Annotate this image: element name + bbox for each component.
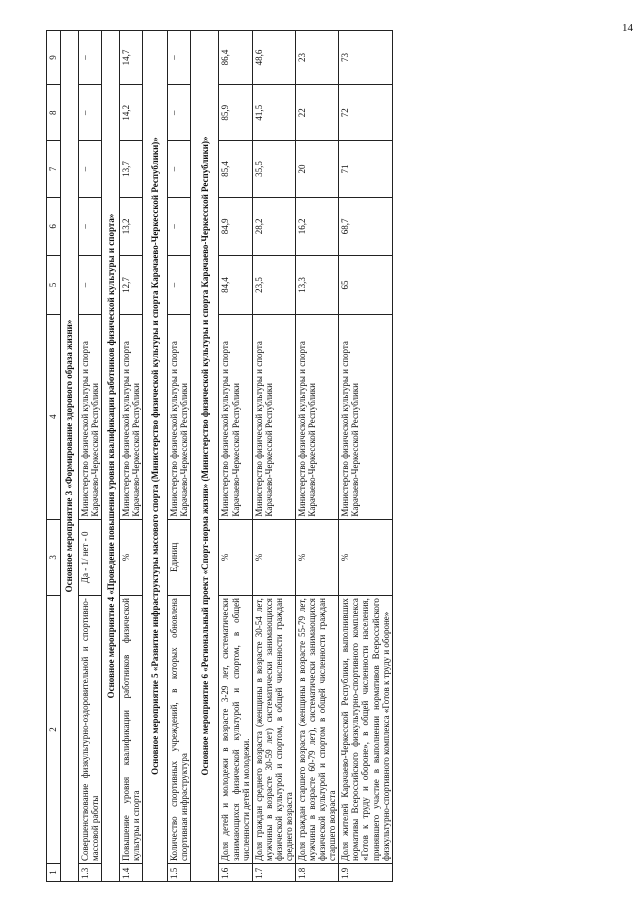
responsible-org: Министерство физической культуры и спорта Карачаево-Черкесской Республики [296,314,339,519]
section-title: Основное мероприятие 3 «Формирование здорового образа жизни» [61,31,79,882]
value-col9: 86,4 [219,31,252,85]
value-col6: 16,2 [296,197,339,256]
value-col5: 13,3 [296,256,339,315]
value-col9: – [168,31,191,85]
header-cell: 7 [47,141,61,197]
row-number: 1.8 [296,864,339,882]
value-col9: 48,6 [252,31,295,85]
indicator-name: Доля детей и молодежи в возрасте 3-29 лет, систематически занимающихся физической культурой и спортом, в общей численности детей и молодежи. [219,596,252,864]
unit: % [219,519,252,596]
responsible-org: Министерство физической культуры и спорта Карачаево-Черкесской Республики [120,314,143,519]
header-cell: 1 [47,864,61,882]
table-row [252,31,295,882]
header-cell: 5 [47,256,61,315]
indicator-name: Доля граждан старшего возраста (женщины в возрасте 55-79 лет, мужчины в возрасте 60-79 лет), систематически занимающихся физической культурой и спортом в общей численности граждан старшего возраста [296,596,339,864]
section-title: Основное мероприятие 4 «Проведение повышения уровня квалификации работников физической культуры и спорта» [102,31,120,882]
responsible-org: Министерство физической культуры и спорта Карачаево-Черкесской Республики [219,314,252,519]
row-number: 1.3 [79,864,102,882]
value-col8: 72 [339,85,392,141]
section-row [102,31,120,882]
value-col5: – [168,256,191,315]
unit: % [296,519,339,596]
header-cell: 3 [47,519,61,596]
section-row [191,31,219,882]
rotated-table-container [46,30,592,882]
value-col5: 12,7 [120,256,143,315]
row-number: 1.4 [120,864,143,882]
value-col8: 14,2 [120,85,143,141]
value-col6: – [168,197,191,256]
page-number: 14 [622,22,633,34]
value-col7: 71 [339,141,392,197]
row-number: 1.7 [252,864,295,882]
section-title: Основное мероприятие 5 «Развитие инфраструктуры массового спорта (Министерство физической культуры и спорта Карачаево-Черкесской Республики)» [143,31,168,882]
table-row [296,31,339,882]
value-col7: 35,5 [252,141,295,197]
responsible-org: Министерство физической культуры и спорта Карачаево-Черкесской Республики [339,314,392,519]
indicator-name: Доля граждан среднего возраста (женщины в возрасте 30-54 лет, мужчины в возрасте 30-59 лет) систематически занимающихся физической культурой и спортом, в общей численности граждан среднего возраста [252,596,295,864]
value-col8: 85,9 [219,85,252,141]
table-row [219,31,252,882]
value-col6: 84,9 [219,197,252,256]
table-row [120,31,143,882]
table-row [339,31,392,882]
responsible-org: Министерство физической культуры и спорта Карачаево-Черкесской Республики [79,314,102,519]
value-col6: 13,2 [120,197,143,256]
indicator-name: Совершенствование физкультурно-оздоровительной и спортивно-массовой работы [79,596,102,864]
value-col9: 23 [296,31,339,85]
row-number: 1.5 [168,864,191,882]
value-col8: 22 [296,85,339,141]
value-col9: – [79,31,102,85]
value-col5: – [79,256,102,315]
header-cell: 6 [47,197,61,256]
value-col5: 84,4 [219,256,252,315]
header-cell: 4 [47,314,61,519]
row-number: 1.9 [339,864,392,882]
unit: % [120,519,143,596]
indicators-table [46,30,393,882]
unit: % [252,519,295,596]
value-col5: 23,5 [252,256,295,315]
value-col6: 68,7 [339,197,392,256]
value-col6: – [79,197,102,256]
value-col8: – [168,85,191,141]
value-col6: 28,2 [252,197,295,256]
indicator-name: Повышение уровня квалификации работников физической культуры и спорта [120,596,143,864]
value-col7: – [168,141,191,197]
table-row [79,31,102,882]
value-col7: 85,4 [219,141,252,197]
value-col8: – [79,85,102,141]
section-title: Основное мероприятие 6 «Региональный проект «Спорт-норма жизни» (Министерство физической культуры и спорта Карачаево-Черкесской Республики)» [191,31,219,882]
unit: Да - 1/ нет - 0 [79,519,102,596]
value-col7: 20 [296,141,339,197]
value-col9: 14,7 [120,31,143,85]
value-col7: – [79,141,102,197]
unit: Единиц [168,519,191,596]
header-cell: 9 [47,31,61,85]
header-row [47,31,61,882]
value-col8: 41,5 [252,85,295,141]
responsible-org: Министерство физической культуры и спорта Карачаево-Черкесской Республики [168,314,191,519]
section-row [61,31,79,882]
unit: % [339,519,392,596]
indicator-name: Доля жителей Карачаево-Черкесской Республики, выполнивших нормативы Всероссийского физкультурно-спортивного комплекса «Готов к труду и обороне», в общей численности населения, принявшего участие в выполнении нормативов Всероссийского физкультурно-спортивного комплекса «Готов к труду и обороне» [339,596,392,864]
indicator-name: Количество спортивных учреждений, в которых обновлена спортивная инфраструктура [168,596,191,864]
responsible-org: Министерство физической культуры и спорта Карачаево-Черкесской Республики [252,314,295,519]
value-col5: 65 [339,256,392,315]
header-cell: 8 [47,85,61,141]
value-col9: 73 [339,31,392,85]
section-row [143,31,168,882]
header-cell: 2 [47,596,61,864]
value-col7: 13,7 [120,141,143,197]
table-row [168,31,191,882]
row-number: 1.6 [219,864,252,882]
